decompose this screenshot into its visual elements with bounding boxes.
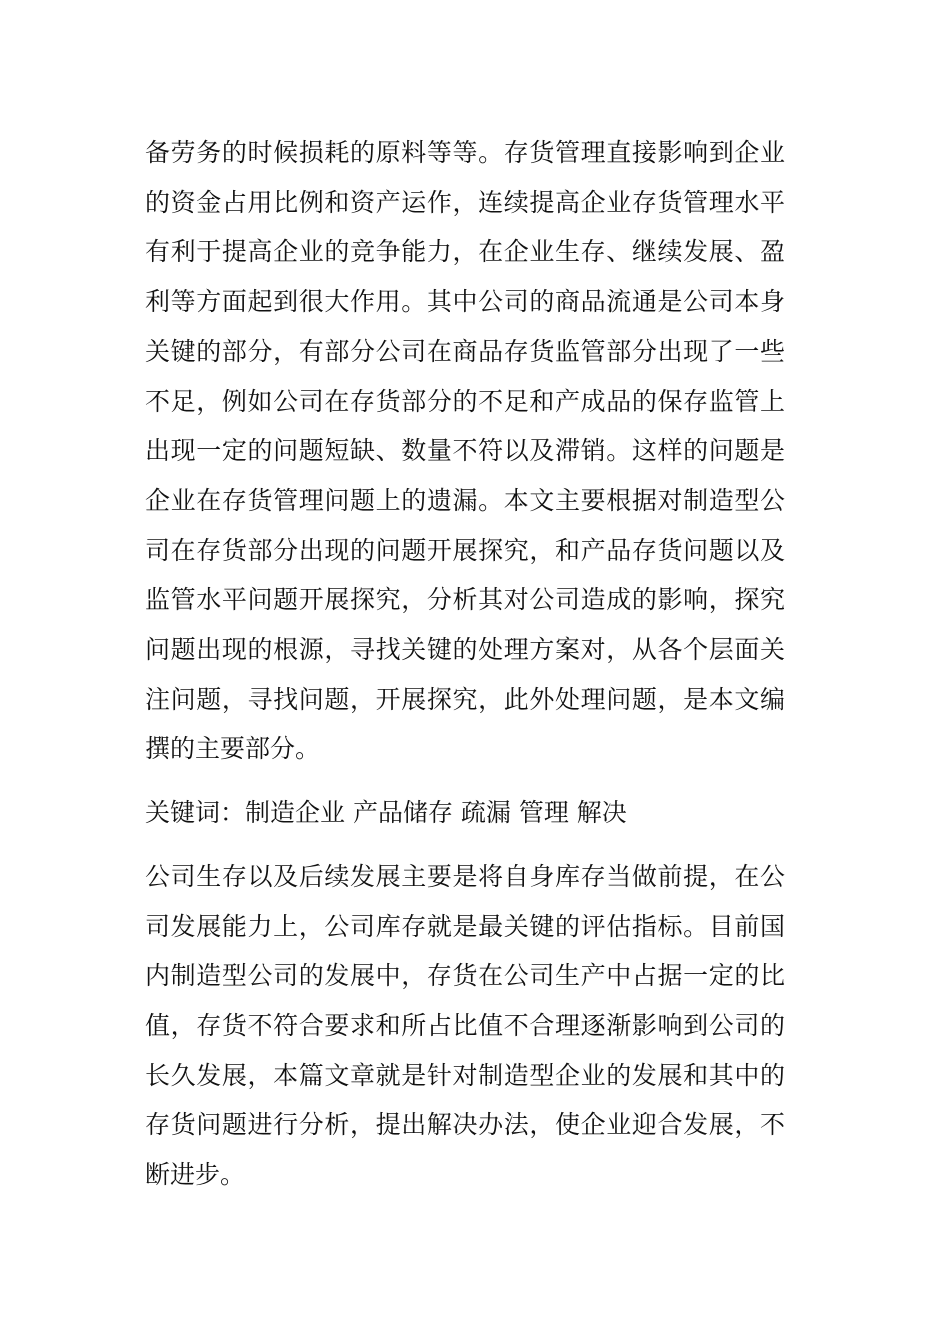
- introduction-paragraph: 公司生存以及后续发展主要是将自身库存当做前提，在公司发展能力上，公司库存就是最关键的评估指标。目前国内制造型公司的发展中，存货在公司生产中占据一定的比值，存货不符合要求和所占比值不合理逐渐影响到公司的长久发展，本篇文章就是针对制造型企业的发展和其中的存货问题进行分析，提出解决办法，使企业迎合发展，不断进步。: [145, 861, 785, 1190]
- keywords-line: 关键词：制造企业 产品储存 疏漏 管理 解决: [145, 798, 627, 828]
- document-body: [145, 128, 785, 1200]
- abstract-paragraph: 备劳务的时候损耗的原料等等。存货管理直接影响到企业的资金占用比例和资产运作，连续提高企业存货管理水平有利于提高企业的竞争能力，在企业生存、继续发展、盈利等方面起到很大作用。其中公司的商品流通是公司本身关键的部分，有部分公司在商品存货监管部分出现了一些不足，例如公司在存货部分的不足和产成品的保存监管上出现一定的问题短缺、数量不符以及滞销。这样的问题是企业在存货管理问题上的遗漏。本文主要根据对制造型公司在存货部分出现的问题开展探究，和产品存货问题以及监管水平问题开展探究，分析其对公司造成的影响，探究问题出现的根源，寻找关键的处理方案对，从各个层面关注问题，寻找问题，开展探究，此外处理问题，是本文编撰的主要部分。: [145, 138, 785, 764]
